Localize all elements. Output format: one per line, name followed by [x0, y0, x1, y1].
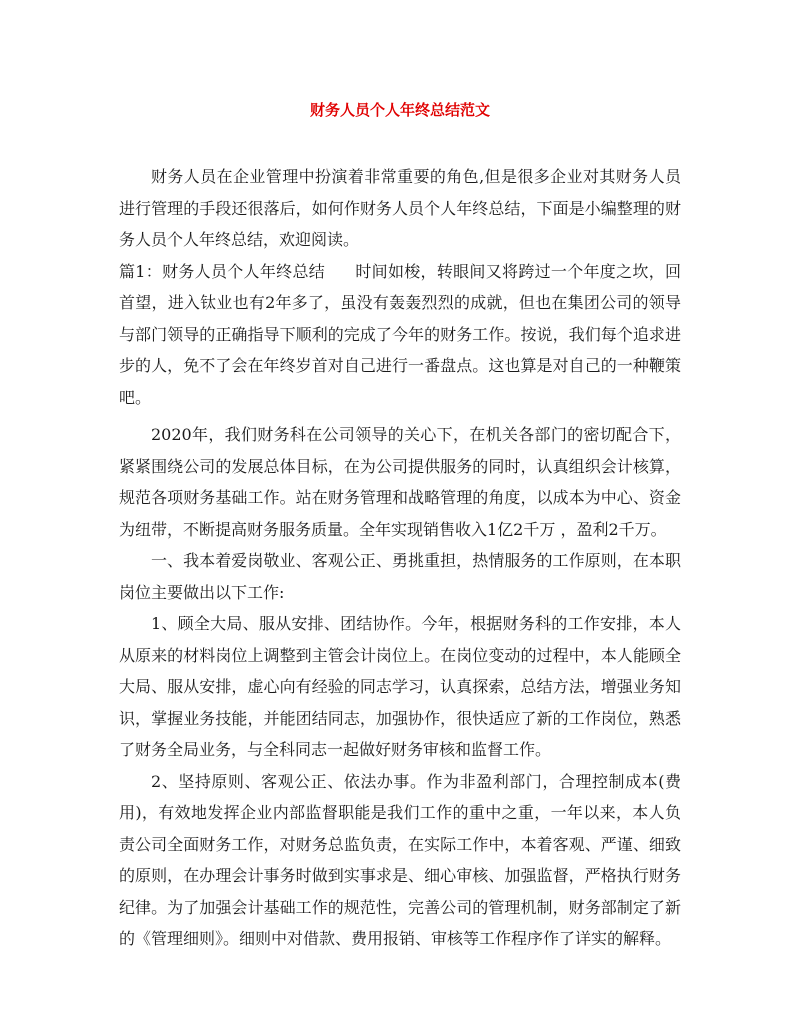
- work-item-2: 2、坚持原则、客观公正、依法办事。作为非盈利部门，合理控制成本(费用)，有效地发挥企业内部监督职能是我们工作的重中之重，一年以来，本人负责公司全面财务工作，对财务总监负责，在实际工作中，本着客观、严谨、细致的原则，在办理会计事务时做到实事求是、细心审核、加强监督，严格执行财务纪律。为了加强会计基础工作的规范性，完善公司的管理机制，财务部制定了新的《管理细则》。细则中对借款、费用报销、审核等工作程序作了详实的解释。: [119, 771, 681, 948]
- document-page: [119, 100, 681, 955]
- year-summary-paragraph: 2020年，我们财务科在公司领导的关心下，在机关各部门的密切配合下，紧紧围绕公司的发展总体目标，在为公司提供服务的同时，认真组织会计核算，规范各项财务基础工作。站在财务管理和战略管理的角度，以成本为中心、资金为纽带，不断提高财务服务质量。全年实现销售收入1亿2千万 ，盈利2千万。: [119, 425, 681, 539]
- work-item-1: 1、顾全大局、服从安排、团结协作。今年，根据财务科的工作安排，本人从原来的材料岗位上调整到主管会计岗位上。在岗位变动的过程中，本人能顾全大局、服从安排，虚心向有经验的同志学习，认真探索，总结方法，增强业务知识，掌握业务技能，并能团结同志，加强协作，很快适应了新的工作岗位，熟悉了财务全局业务，与全科同志一起做好财务审核和监督工作。: [119, 614, 681, 759]
- section-heading: 篇1：财务人员个人年终总结: [119, 261, 326, 281]
- point-one-heading: 一、我本着爱岗敬业、客观公正、勇挑重担，热情服务的工作原则，在本职岗位主要做出以下工作:: [119, 551, 681, 602]
- section-paragraph: [119, 256, 681, 414]
- document-title: 财务人员个人年终总结范文: [309, 101, 490, 119]
- intro-paragraph: 财务人员在企业管理中扮演着非常重要的角色,但是很多企业对其财务人员进行管理的手段还很落后，如何作财务人员个人年终总结，下面是小编整理的财务人员个人年终总结，欢迎阅读。: [119, 167, 681, 249]
- section-text: 时间如梭，转眼间又将跨过一个年度之坎，回首望，进入钛业也有2年多了，虽没有轰轰烈烈的成就，但也在集团公司的领导与部门领导的正确指导下顺利的完成了今年的财务工作。按说，我们每个追求进步的人，免不了会在年终岁首对自己进行一番盘点。这也算是对自己的一种鞭策吧。: [119, 261, 681, 407]
